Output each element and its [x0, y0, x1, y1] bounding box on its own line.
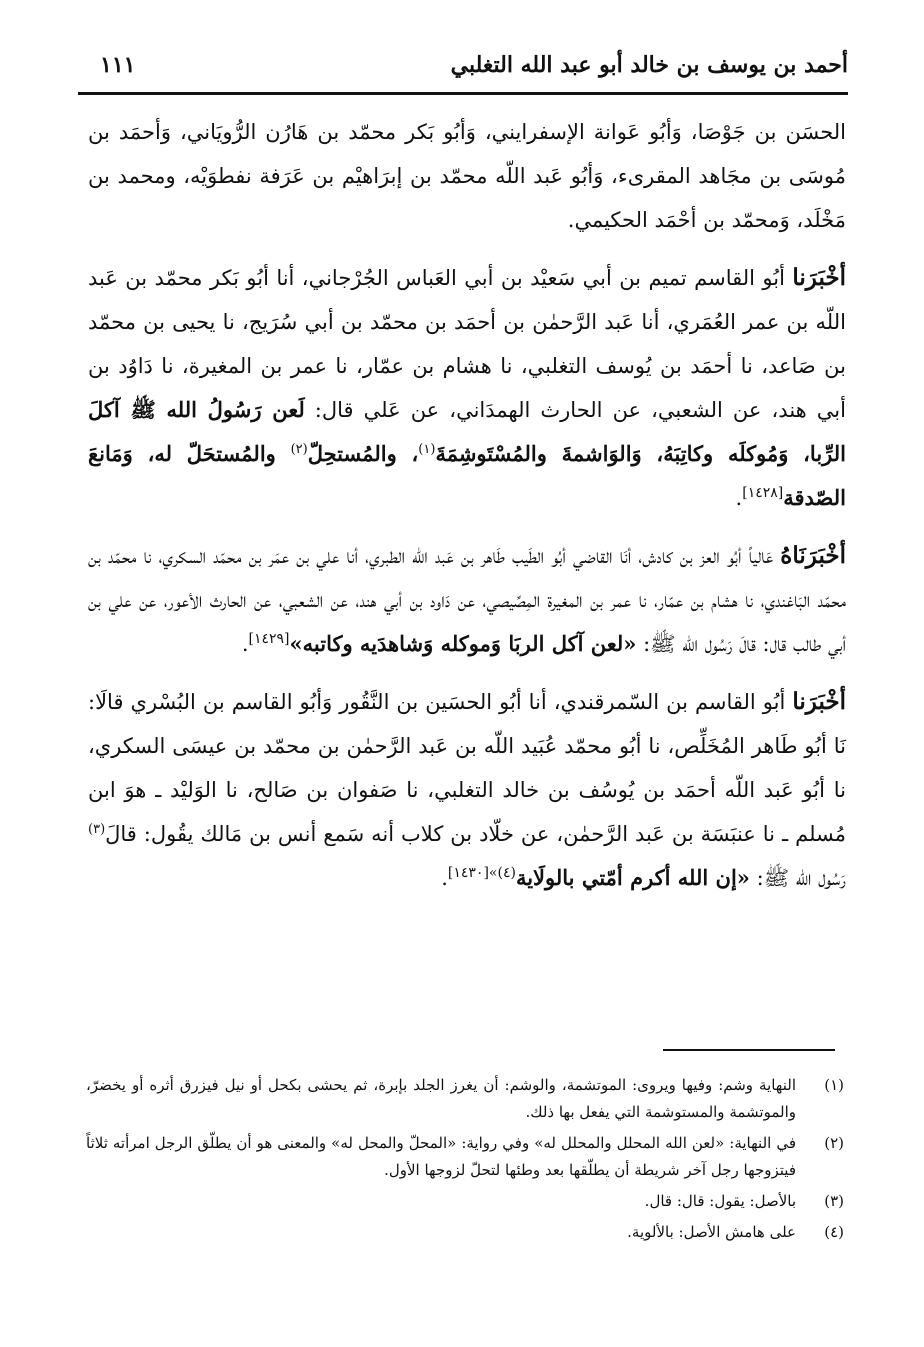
footnote: [86, 1072, 844, 1126]
paragraph-lead: أخْبَرَنَاهُ: [780, 542, 846, 569]
paragraph-lead: أخْبَرَنا: [792, 688, 846, 715]
paragraph: [88, 256, 846, 520]
paragraph-text: أبُو القاسم بن السّمرقندي، أنا أبُو الحسَين بن النَّقُور وَأبُو القاسم بن البُسْري قالَا: نَا أبُو طَاهر المُخَلِّص، نا أبُو محمّد عُبَيد اللّه بن عَبد الرَّحمٰن بن محمّد بن عيسَى السكري، نا أبُو عَبد اللّه أحمَد بن يُوسُف بن خالد التغلبي، نا صَفوان بن صَالح، نا الوَليْد ـ هوَ ابن مُسلم ـ نا عنبَسَة بن عَبد الرَّحمٰن، عن خلّاد بن كلاب أنه سَمع أنس بن مَالك يقُول: قالَ: [88, 690, 846, 846]
footnote-number: (٣): [824, 1192, 844, 1210]
reference-number: [١٤٢٨]: [742, 485, 784, 501]
reference-number: [١٤٢٩]: [248, 631, 290, 647]
hadith-quote-continued: رَسُول الله ﷺ:: [749, 866, 846, 890]
paragraph-end: .: [441, 866, 448, 890]
footnote-number: (٢): [824, 1134, 844, 1152]
footnote: [86, 1219, 844, 1246]
footnotes: [86, 1072, 844, 1250]
paragraph-text: الحسَن بن جَوْصَا، وَأبُو عَوانة الإسفرايني، وَأبُو بَكر محمّد بن هَارُن الرُّويَاني، وَأحمَد بن مُوسَى بن مجَاهد المقرىء، وَأبُو عَبد اللّه محمّد بن إبرَاهيْم بن عَرَفة نفطوَيْه، ومحمد بن مَخْلَد، وَمحمّد بن أحْمَد الحكيمي.: [88, 120, 846, 232]
footnote-marker: (١): [418, 442, 436, 457]
footnote-text: في النهاية: «لعن الله المحلل والمحلل له» وفي رواية: «المحلّ والمحل له» والمعنى هو أن يطلّق الرجل امرأته ثلاثاً فيتزوجها رجل آخر شريطة أن يطلّقها بعد وطئها لتحلّ لزوجها الأول.: [86, 1134, 796, 1179]
running-title: أحمد بن يوسف بن خالد أبو عبد الله التغلبي: [450, 52, 848, 78]
footnote-marker: (٣): [88, 822, 106, 837]
hadith-quote-tail: والمُستحَلّ له، وَمَانعَ الصّدقة: [88, 441, 846, 510]
hadith-quote-continued: ، والمُستحِلّ: [307, 441, 419, 466]
hadith-quote: «لعن آكل الربَا وَموكله وَشاهدَيه وكاتبه»: [289, 631, 637, 656]
hadith-quote: لَعن رَسُولُ الله ﷺ آكلَ الرِّبا، وَمُوكلَه وكاتِبَهُ، وَالوَاشمةَ والمُسْتَوشِمَةَ: [88, 397, 846, 466]
paragraph: [88, 680, 846, 900]
hadith-quote-tail: «إن الله أكرم أمّتي بالولَاية: [515, 865, 750, 890]
footnote-divider: [663, 1049, 835, 1051]
page-number: ١١١: [100, 52, 136, 78]
footnote: [86, 1130, 844, 1184]
reference-number: (٤)»[١٤٣٠]: [447, 865, 516, 881]
paragraph-end: .: [241, 632, 249, 656]
paragraph-end: .: [735, 486, 743, 510]
footnote-number: (٤): [824, 1223, 844, 1241]
footnote-text: على هامش الأصل: بالألوية.: [627, 1223, 796, 1241]
paragraph-text: أبُو القاسم تميم بن أبي سَعيْد بن أبي العَباس الجُرْجاني، أنا أبُو بَكر محمّد بن عَبد اللّه بن عمر العُمَري، أنا عَبد الرَّحمٰن بن أحمَد بن محمّد بن أبي سُرَيج، نا يحيى بن محمّد بن صَاعد، نا أحمَد بن يُوسف التغلبي، نا هشام بن عمّار، نا عمر بن المغيرة، نا دَاوُد بن أبي هند، عن الشعبي، عن الحارث الهمدَاني، عن عَلي قال:: [88, 266, 846, 422]
paragraph-text: عَالياً أبُو العز بن كادش، أنَا القاضي أبُو الطَيب طَاهر بن عَبد اللّه الطبري، أنا علي بن عمَر بن محمّد السكري، نا محمّد بن محمّد البَاغندي، نا هشام بن عمّار، نا عمر بن المغيرة المِصِّيصي، عن دَاود بن أبي هند، عن الشعبي، عن الحارث الأعور، عن علي بن أبي طالب قال: قالَ رَسُول الله ﷺ:: [88, 544, 846, 656]
footnote: [86, 1188, 844, 1215]
page-header: [78, 42, 848, 95]
footnote-text: النهاية وشم: وفيها ويروى: الموتشمة، والوشم: أن يغرز الجلد بإبرة، ثم يحشى بكحل أو نيل فيزرق أثره أو يخضرّ، والموتشمة والمستوشمة التي يفعل بها ذلك.: [86, 1076, 796, 1121]
footnote-text: بالأصل: يقول: قال: قال.: [644, 1192, 796, 1210]
footnote-marker: (٢): [290, 442, 308, 457]
paragraph-lead: أخْبَرَنا: [792, 264, 846, 291]
paragraph: [88, 110, 846, 242]
main-text: [88, 110, 846, 914]
footnote-number: (١): [824, 1076, 844, 1094]
paragraph: [88, 534, 846, 666]
